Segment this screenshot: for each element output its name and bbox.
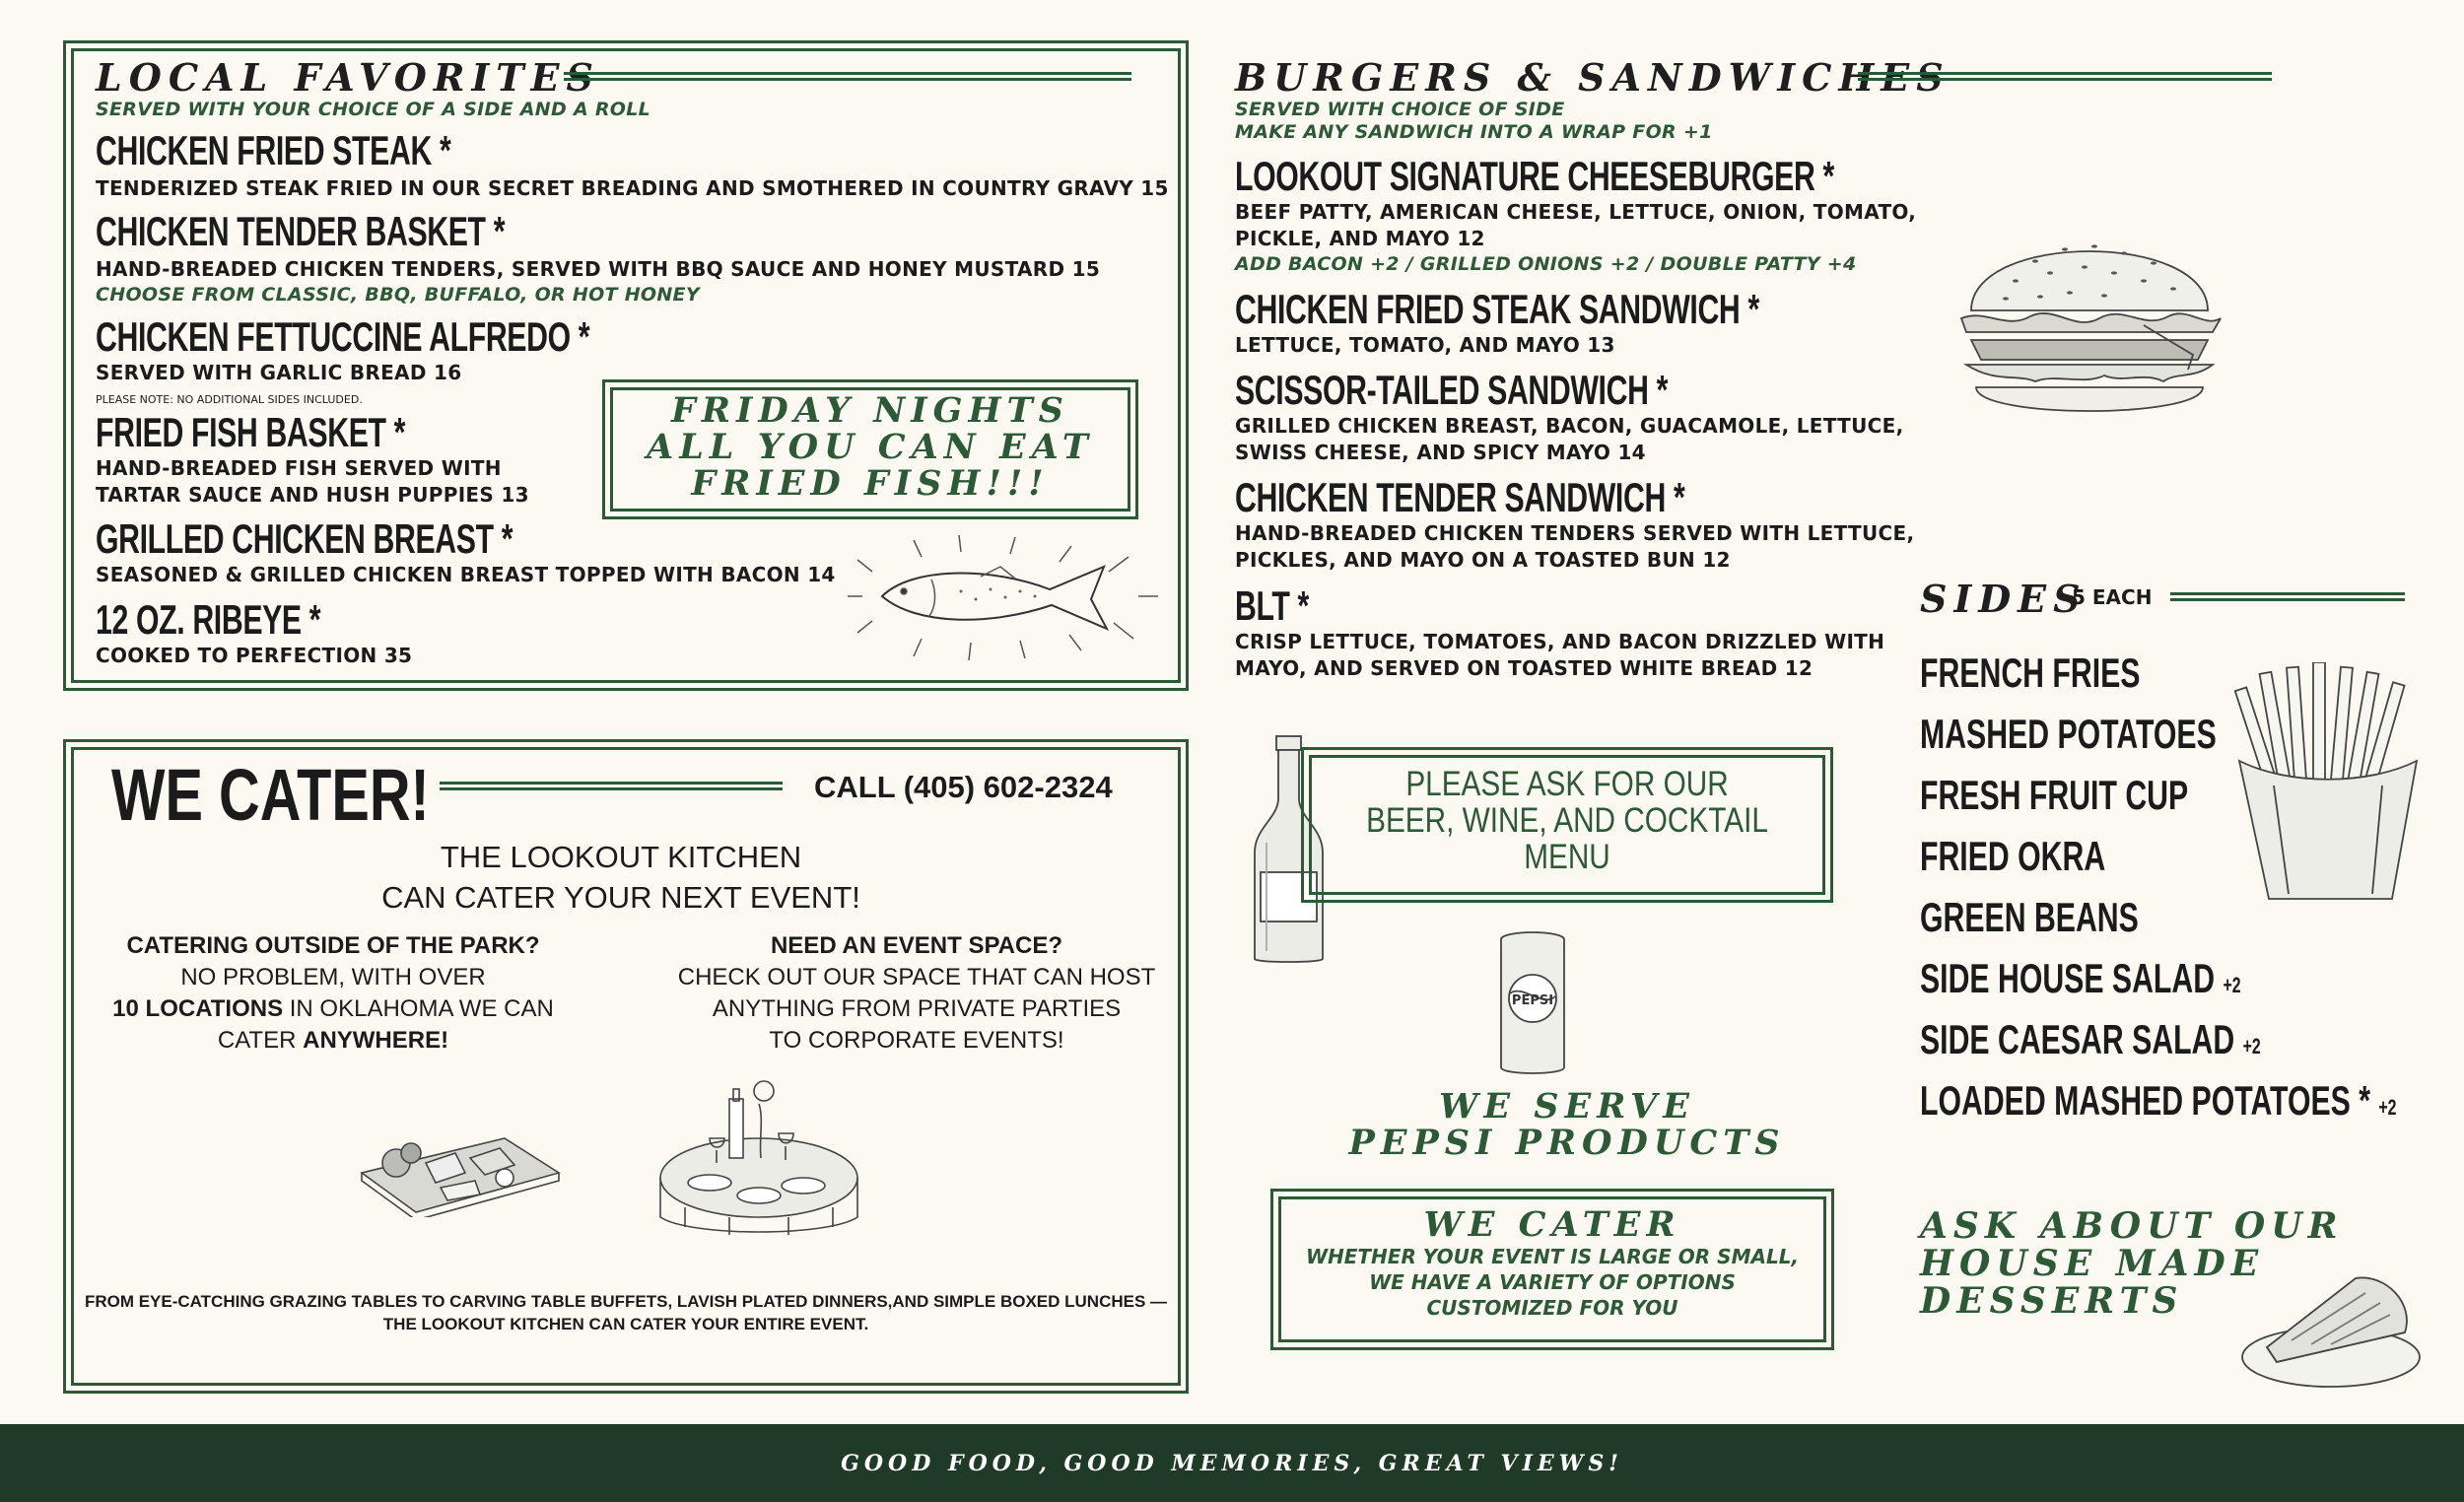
catering-outside-line (87, 993, 580, 1025)
local-favorites-title: LOCAL FAVORITES (96, 55, 600, 100)
sides-price: 5 EACH (2072, 585, 2153, 609)
item-name: CHICKEN FRIED STEAK SANDWICH * (1235, 286, 1759, 332)
catering-footer-line: FROM EYE-CATCHING GRAZING TABLES TO CARVING TABLE BUFFETS, LAVISH PLATED DINNERS,AND SIMPLE BOXED LUNCHES — (84, 1292, 1168, 1311)
side-name: FRIED OKRA (1920, 833, 2106, 879)
desserts-line: HOUSE MADE (1920, 1243, 2265, 1284)
item-description: PICKLE, AND MAYO 12 (1235, 227, 1485, 250)
side-item (1920, 1077, 2397, 1124)
item-description: COOKED TO PERFECTION 35 (96, 644, 413, 667)
catering-outside-block (87, 930, 580, 1057)
pepsi-callout (1301, 1088, 1833, 1161)
drinks-line: PLEASE ASK FOR OUR (1405, 765, 1729, 803)
grazing-board-icon (357, 1104, 564, 1217)
catering-rule (440, 782, 783, 790)
side-upcharge: +2 (2378, 1095, 2397, 1120)
item-description: CRISP LETTUCE, TOMATOES, AND BACON DRIZZLED WITH (1235, 630, 1885, 653)
burgers-title: BURGERS & SANDWICHES (1235, 55, 1951, 100)
item-description: TARTAR SAUCE AND HUSH PUPPIES 13 (96, 483, 529, 507)
side-name: SIDE CAESAR SALAD (1920, 1016, 2235, 1062)
item-description: HAND-BREADED FISH SERVED WITH (96, 456, 502, 480)
side-item (1920, 833, 2106, 879)
side-item (1920, 772, 2189, 818)
friday-line: FRIED FISH!!! (691, 463, 1050, 504)
event-space-line: CHECK OUT OUR SPACE THAT CAN HOST (677, 964, 1156, 990)
we-cater-line: WE HAVE A VARIETY OF OPTIONS (1369, 1270, 1736, 1294)
pie-icon (2237, 1263, 2425, 1392)
we-cater-line: CUSTOMIZED FOR YOU (1426, 1296, 1678, 1320)
menu-item (1235, 474, 1915, 572)
item-description: HAND-BREADED CHICKEN TENDERS, SERVED WITH BBQ SAUCE AND HONEY MUSTARD 15 (96, 257, 1101, 281)
event-space-block (670, 930, 1163, 1057)
catering-outside-line: NO PROBLEM, WITH OVER (180, 964, 486, 990)
sides-rule (2170, 592, 2405, 601)
side-name: GREEN BEANS (1920, 894, 2139, 940)
text: CATER (217, 1027, 304, 1054)
burgers-subtitle: SERVED WITH CHOICE OF SIDE (1235, 99, 1565, 120)
item-description: MAYO, AND SERVED ON TOASTED WHITE BREAD 12 (1235, 656, 1814, 680)
item-name: FRIED FISH BASKET * (96, 409, 406, 455)
item-name: CHICKEN TENDER BASKET * (96, 208, 506, 254)
menu-item (1235, 367, 1904, 464)
footer-bar (0, 1424, 2464, 1502)
we-cater-box-title: WE CATER (1423, 1204, 1681, 1245)
we-cater-line: WHETHER YOUR EVENT IS LARGE OR SMALL, (1305, 1245, 1800, 1268)
menu-item (1235, 582, 1885, 680)
highlight: 10 LOCATIONS (112, 995, 284, 1022)
item-description: SEASONED & GRILLED CHICKEN BREAST TOPPED WITH BACON 14 (96, 563, 836, 586)
drinks-line: BEER, WINE, AND COCKTAIL (1366, 801, 1768, 840)
side-name: MASHED POTATOES (1920, 711, 2217, 757)
pepsi-line: PEPSI PRODUCTS (1348, 1123, 1786, 1163)
friday-nights-text (602, 392, 1138, 502)
side-item (1920, 711, 2217, 757)
item-description: SERVED WITH GARLIC BREAD 16 (96, 361, 462, 384)
we-cater-box-text (1270, 1244, 1834, 1321)
side-upcharge: +2 (2223, 973, 2241, 997)
drinks-menu-text (1349, 766, 1785, 875)
side-name: FRESH FRUIT CUP (1920, 772, 2189, 818)
sides-title: SIDES (1920, 577, 2088, 621)
item-description: SWISS CHEESE, AND SPICY MAYO 14 (1235, 441, 1646, 464)
item-note: PLEASE NOTE: NO ADDITIONAL SIDES INCLUDED. (96, 393, 363, 406)
item-description: GRILLED CHICKEN BREAST, BACON, GUACAMOLE, LETTUCE, (1235, 414, 1904, 438)
side-name: LOADED MASHED POTATOES * (1920, 1077, 2370, 1124)
menu-item (96, 409, 529, 507)
item-description: LETTUCE, TOMATO, AND MAYO 13 (1235, 333, 1615, 357)
menu-item (96, 313, 782, 406)
menu-item (96, 208, 1101, 306)
menu-item (96, 515, 836, 586)
burgers-subtitle: MAKE ANY SANDWICH INTO A WRAP FOR +1 (1235, 121, 1713, 143)
burger-icon (1947, 202, 2232, 434)
item-name: BLT * (1235, 582, 1309, 629)
item-note: ADD BACON +2 / GRILLED ONIONS +2 / DOUBLE PATTY +4 (1235, 253, 1857, 275)
menu-item (96, 127, 1169, 200)
item-description: BEEF PATTY, AMERICAN CHEESE, LETTUCE, ONION, TOMATO, (1235, 200, 1917, 224)
item-name: CHICKEN TENDER SANDWICH * (1235, 474, 1685, 520)
fish-icon (843, 532, 1168, 665)
item-description: PICKLES, AND MAYO ON A TOASTED BUN 12 (1235, 548, 1731, 572)
item-name: 12 OZ. RIBEYE * (96, 596, 321, 643)
item-name: CHICKEN FETTUCCINE ALFREDO * (96, 313, 590, 360)
item-name: SCISSOR-TAILED SANDWICH * (1235, 367, 1669, 413)
intro-line: CAN CATER YOUR NEXT EVENT! (381, 880, 860, 915)
menu-item (96, 596, 413, 667)
text: IN OKLAHOMA WE CAN (283, 995, 554, 1022)
event-space-line: ANYTHING FROM PRIVATE PARTIES (712, 995, 1122, 1022)
item-description: TENDERIZED STEAK FRIED IN OUR SECRET BREADING AND SMOTHERED IN COUNTRY GRAVY 15 (96, 176, 1169, 200)
catering-phone: CALL (405) 602-2324 (814, 770, 1113, 804)
item-name: CHICKEN FRIED STEAK * (96, 127, 451, 173)
menu-item (1235, 286, 1963, 357)
side-item (1920, 649, 2141, 696)
event-space-line: TO CORPORATE EVENTS! (769, 1027, 1064, 1054)
title-rule (564, 72, 1131, 81)
friday-line: ALL YOU CAN EAT (647, 427, 1094, 467)
fries-icon (2229, 662, 2427, 904)
local-favorites-subtitle: SERVED WITH YOUR CHOICE OF A SIDE AND A ROLL (96, 99, 651, 120)
desserts-line: ASK ABOUT OUR (1920, 1205, 2344, 1247)
item-name: LOOKOUT SIGNATURE CHEESEBURGER * (1235, 153, 1834, 199)
catering-outside-line (87, 1025, 580, 1057)
catering-footer-line: THE LOOKOUT KITCHEN CAN CATER YOUR ENTIRE EVENT. (382, 1315, 869, 1333)
side-upcharge: +2 (2242, 1034, 2261, 1058)
desserts-line: DESSERTS (1920, 1280, 2184, 1322)
item-note: CHOOSE FROM CLASSIC, BBQ, BUFFALO, OR HOT HONEY (96, 284, 700, 306)
pepsi-label: PEPSI (1511, 993, 1554, 1008)
highlight: ANYWHERE! (303, 1027, 449, 1054)
catering-title: WE CATER! (111, 754, 430, 836)
side-name: SIDE HOUSE SALAD (1920, 955, 2216, 1001)
side-item (1920, 955, 2241, 1001)
event-space-heading: NEED AN EVENT SPACE? (770, 932, 1063, 959)
side-item (1920, 1016, 2261, 1062)
pepsi-can-icon (1493, 929, 1572, 1077)
catering-intro (256, 837, 986, 918)
item-name: GRILLED CHICKEN BREAST * (96, 515, 513, 562)
catering-footer-text (79, 1290, 1173, 1335)
side-name: FRENCH FRIES (1920, 649, 2141, 696)
side-item (1920, 894, 2139, 940)
burgers-rule (1858, 72, 2272, 81)
menu-item (1235, 153, 2067, 275)
item-description: HAND-BREADED CHICKEN TENDERS SERVED WITH LETTUCE, (1235, 521, 1915, 545)
catering-outside-heading: CATERING OUTSIDE OF THE PARK? (126, 932, 540, 959)
intro-line: THE LOOKOUT KITCHEN (440, 840, 802, 874)
friday-line: FRIDAY NIGHTS (671, 390, 1069, 431)
drinks-line: MENU (1524, 838, 1610, 876)
footer-tagline: GOOD FOOD, GOOD MEMORIES, GREAT VIEWS! (841, 1450, 1623, 1476)
dining-table-icon (650, 1069, 867, 1242)
pepsi-line: WE SERVE (1439, 1086, 1695, 1126)
